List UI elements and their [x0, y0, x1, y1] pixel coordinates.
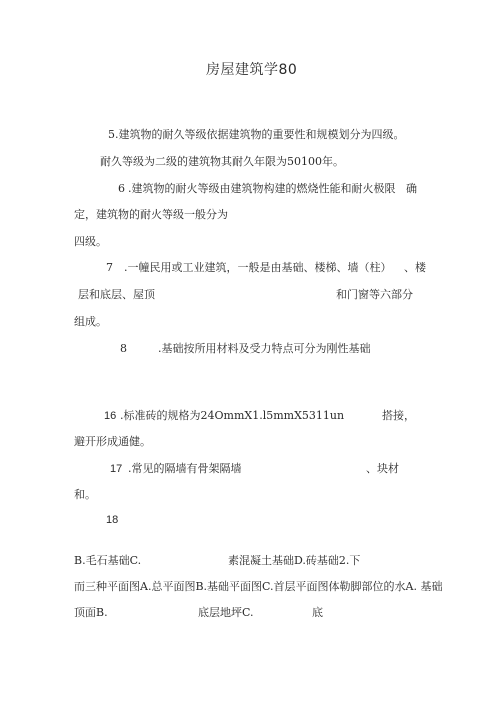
- paragraph-7-line-2b: 和门窗等六部分: [336, 288, 413, 301]
- paragraph-16-line-1b: 搭接，: [382, 409, 415, 422]
- question-line-3a: 顶面B.: [74, 606, 108, 619]
- question-line-3c: 底: [312, 606, 323, 619]
- paragraph-6-line-2: 定，建筑物的耐火等级一般分为: [74, 208, 228, 221]
- paragraph-7-number: 7: [106, 261, 113, 274]
- paragraph-7-line-3: 组成。: [74, 315, 107, 328]
- paragraph-17-line-2: 和。: [74, 488, 96, 501]
- paragraph-17-line-1b: 、块材: [366, 462, 399, 475]
- paragraph-16-line-2: 避开形成通健。: [74, 435, 151, 448]
- question-line-2: 而三种平面图A.总平面图B.基础平面图C.首层平面图体勒脚部位的水A. 基础: [74, 580, 443, 593]
- paragraph-16-line-1a: .标准砖的规格为24OmmX1.l5mmX5311un: [120, 409, 345, 422]
- paragraph-17-line-1a: .常见的隔墙有骨架隔墙: [128, 462, 242, 475]
- paragraph-18-number: 18: [106, 514, 119, 526]
- paragraph-7-line-1b: 、楼: [404, 261, 426, 274]
- page-title: 房屋建筑学80: [206, 62, 298, 78]
- question-line-3b: 底层地坪C.: [198, 606, 254, 619]
- paragraph-6-line-3: 四级。: [74, 235, 107, 248]
- paragraph-17-number: 17: [110, 463, 123, 475]
- paragraph-6-number: 6: [118, 182, 125, 195]
- paragraph-5-line-2: 耐久等级为二级的建筑物其耐久年限为50100年。: [100, 155, 344, 168]
- question-line-1a: B.毛石基础C.: [74, 554, 142, 567]
- paragraph-7-line-1a: .一幢民用或工业建筑，一般是由基础、楼梯、墙（柱）: [124, 261, 392, 274]
- paragraph-16-number: 16: [104, 410, 117, 422]
- paragraph-8-number: 8: [120, 342, 127, 355]
- paragraph-6-line-1b: 确: [406, 182, 417, 195]
- paragraph-7-line-2a: 层和底层、屋顶: [78, 288, 155, 301]
- paragraph-6-line-1a: .建筑物的耐火等级由建筑物构建的燃烧性能和耐火极限: [128, 182, 396, 195]
- paragraph-5-line-1: 5.建筑物的耐久等级依据建筑物的重要性和规模划分为四级。: [108, 128, 405, 141]
- question-line-1b: 素混凝土基础D.砖基础2.下: [228, 554, 361, 567]
- paragraph-8-line-1: .基础按所用材料及受力特点可分为刚性基础: [158, 342, 371, 355]
